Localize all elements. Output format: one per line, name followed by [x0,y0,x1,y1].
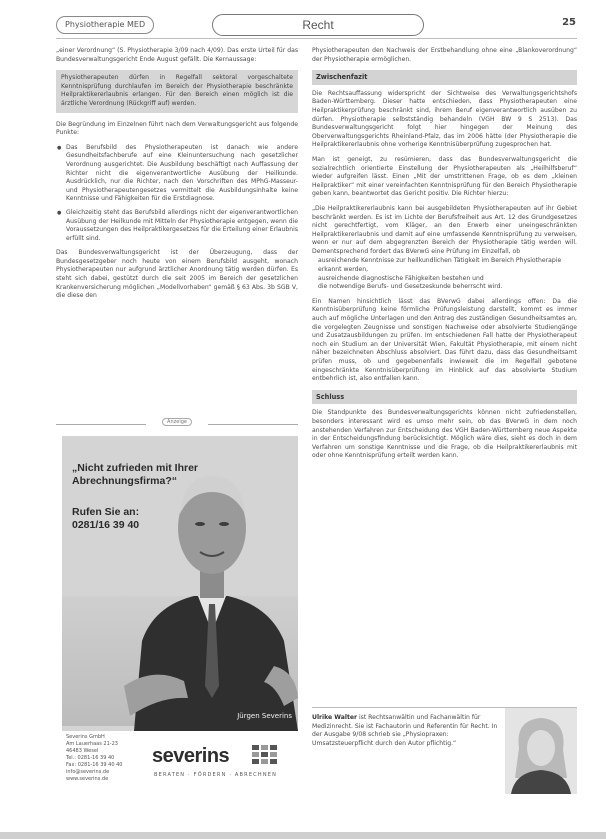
bottom-bar [0,832,606,839]
ad-call-label: Rufen Sie an: [72,506,140,518]
criteria-list [312,257,577,291]
paragraph: Ein Namen hinsichtlich lässt das BVerwG dabei allerdings offen: Da die Kenntnisüberprüfung keine förmliche Prüfungsleistung darstellt, kommt es immer auch auf mögliche Unterlagen und den Antrag des zuständigen Gesundheitsamtes an, die vorgelegten Zeugnisse und sonstigen Nachweise oder absolvierte Studiengänge und Zusatzausbildungen zu prüfen. Im entschiedenen Fall hatte der Physiotherapeut noch ein Studium an der Universität Wien, Fakultät Physiotherapie, mit einem nicht näher bezeichneten Abschluss absolviert. Das führt dazu, dass das Gesundheitsamt prüfen muss, ob und gegebenenfalls inwieweit die im Regelfall gebotene eingeschränkte Kenntnisüberprüfung im Hinblick auf das absolvierte Studium entbehrlich ist, also entfallen kann. [312,297,577,383]
header-divider [56,38,577,39]
author-description: ist Rechtsanwältin und Fachanwältin für Medizinrecht. Sie ist Fachautorin und Referentin für Recht. In der Ausgabe 9/08 schrieb sie „Physiopraxen: Umsatzsteuerpflicht durch den Autor pflichtig.“ [312,714,498,747]
address-line: Am Lauerhaas 21-23 [66,741,118,747]
ad-label [56,419,298,429]
criteria-item: ausreichende Kenntnisse zur heilkundlichen Tätigkeit im Bereich Physiotherapie erkannt werden, [318,257,562,274]
paragraph: Man ist geneigt, zu resümieren, dass das Bundesverwaltungsgericht die sozialrechtlich orientierte Einstellung der Physiotherapeuten als „Heilhilfsberuf“ wieder aufgreifen lässt. Einen „Mit der umstrittenen Frage, ob es dem „kleinen Heilpraktiker“ mit einer vereinfachten Kenntnisprüfung für den Bereich Physiotherapie geben kann, beantwortet das Gericht positiv. Die Richter hierzu: [312,155,577,198]
section-heading: Zwischenfazit [312,70,577,85]
address-line: 46483 Wesel [66,748,99,754]
website-link[interactable]: www.severins.de [66,776,109,782]
ad-label-line [208,424,298,425]
criteria-item: ausreichende diagnostische Fähigkeiten bestehen und [318,274,484,282]
company-tagline: BERATEN · FÖRDERN · ABRECHNEN [154,772,278,778]
ad-headline: „Nicht zufrieden mit Ihrer Abrechnungsfirma?“ [72,462,199,487]
paragraph: Die Standpunkte des Bundesverwaltungsgerichts können nicht zufriedenstellen, besonders interessant wird es umso mehr sein, ob das BVerwG in dem noch anstehenden Verfahren zur Entscheidung des VGH Baden-Württemberg neue Aspekte in der Entscheidungsfindung berücksichtigt. Möglich wäre dies, sieht es doch in dem Verfahren um sonstige Kenntnisse und die Frage, ob die Heilpraktikererlaubnis mit oder ohne Kenntnisprüfung erteilt werden kann. [312,409,577,460]
address-line: Severins GmbH [66,734,105,740]
magazine-name: Physiotherapie MED [56,16,154,34]
ad-footer [62,731,298,791]
email-link[interactable]: info@severins.de [66,769,110,775]
left-column [56,47,298,307]
person-name: Jürgen Severins [237,712,292,720]
paragraph: Die Rechtsauffassung widerspricht der Sichtweise des Verwaltungsgerichtshofs Baden-Württemberg. Dieser hatte entschieden, dass Physiotherapeuten eine Heilpraktikerprüfung beschränkt sind, ihrem Beruf eigenverantwortlich ausüben zu dürfen. Physiotherapie selbstständig behandeln (VGH BW 9 S 2513). Das Bundesverwaltungsgericht folgt hier hingegen der Meinung des Oberverwaltungsgerichts Rheinland-Pfalz, das im 2006 hätte (der Physiotherapie die Heilpraktikererlaubnis ohne vorherige Kenntnisüberprüfung zugesprochen hat. [312,89,577,149]
section-title: Recht [212,14,424,36]
author-name: Ulrike Walter [312,714,358,721]
company-logo: severins [152,745,230,767]
ad-label-line [56,424,146,425]
paragraph: Das Bundesverwaltungsgericht ist der Überzeugung, dass der Bundesgesetzgeber noch heute von einem Berufsbild ausgeht, wonach Physiotherapeuten nur aufgrund ärztlicher Anordnung tätig werden dürfen. Es steht sich dabei, gestützt durch die seit 2005 im Bereich der gesetzlichen Krankenversicherung möglichen „Modellvorhaben“ gemäß § 63 Abs. 3b SGB V, die diese den [56,249,298,300]
ad-label-text: Anzeige [162,418,192,426]
paragraph: Physiotherapeuten den Nachweis der Erstbehandlung ohne eine „Blankoverordnung“ der Physiotherapie ermöglichen. [312,47,577,63]
author-box [312,707,577,798]
address-line: Tel.: 0281-16 39 40 [66,755,115,761]
author-photo [505,708,577,794]
criteria-item: die notwendige Berufs- und Gesetzeskunde beherrscht wird. [318,283,503,291]
advertisement[interactable] [62,436,298,791]
page-number: 25 [562,17,576,28]
ad-phone[interactable]: 0281/16 39 40 [72,519,140,531]
list-item: ● Das Berufsbild des Physiotherapeuten ist danach wie andere Gesundheitsfachberufe auf eine Kleinuntersuchung nach gesetzlicher Verordnung ausgerichtet. Die Ausbildung beschäftigt nach Auffassung der Richter nicht die eigenverantwortliche Ausübung der Heilkunde. Ausdrücklich, nur die Richter, nach den Vorschriften des MPhG-Masseur- und Physiotherapeutengesetzes vermittelt die Ausbildungsinhalte keine Kenntnisse und Fähigkeiten für die Erstdiagnose. [66,144,298,204]
logo-grid-icon [252,745,278,765]
key-statement-box: Physiotherapeuten dürfen in Regelfall sektoral vorgeschaltete Kenntnisprüfung durchlaufen im Bereich der Physiotherapie beschränkte Heilpraktikererlaubnis erlangen. Für den Bereich einen möglich ist die ärztliche Verordnung (Rückgriff auf) werden. [56,70,298,112]
ad-call-to-action [72,506,139,532]
right-column [312,47,577,467]
company-address [66,734,122,783]
paragraph: „einer Verordnung“ (S. Physiotherapie 3/09 nach 4/09). Das erste Urteil für das Bundesverwaltungsgericht Ende August gefällt. Die Kernaussage: [56,47,298,63]
address-line: Fax: 0281-16 39 40 40 [66,762,123,768]
paragraph: Die Begründung im Einzelnen führt nach dem Verwaltungsgericht aus folgende Punkte: [56,120,298,137]
section-heading: Schluss [312,390,577,405]
author-bio [312,714,502,748]
reason-list [56,144,298,244]
page-header [56,14,576,36]
paragraph: „Die Heilpraktikererlaubnis kann bei ausgebildeten Physiotherapeuten auf ihr Gebiet beschränkt werden. Es ist im Lichte der Berufsfreiheit aus Art. 12 des Grundgesetzes nicht gerechtfertigt, vom Kläger, an den Erwerb einer uneingeschränkten Heilpraktikererlaubnis und damit auf eine umfassende Kenntnisprüfung zu verweisen, wenn er nur auf dem abgegrenzten Bereich der Physiotherapie tätig werden will. Dementsprechend fordert das BVerwG eine Prüfung im Einzelfall, ob [312,204,577,255]
list-item: ● Gleichzeitig steht das Berufsbild allerdings nicht der eigenverantwortlichen Ausübung der Heilkunde mit Mitteln der Physiotherapie entgegen, wenn die Voraussetzungen des Heilpraktikergesetzes für die Erteilung einer Erlaubnis erfüllt sind. [66,209,298,243]
